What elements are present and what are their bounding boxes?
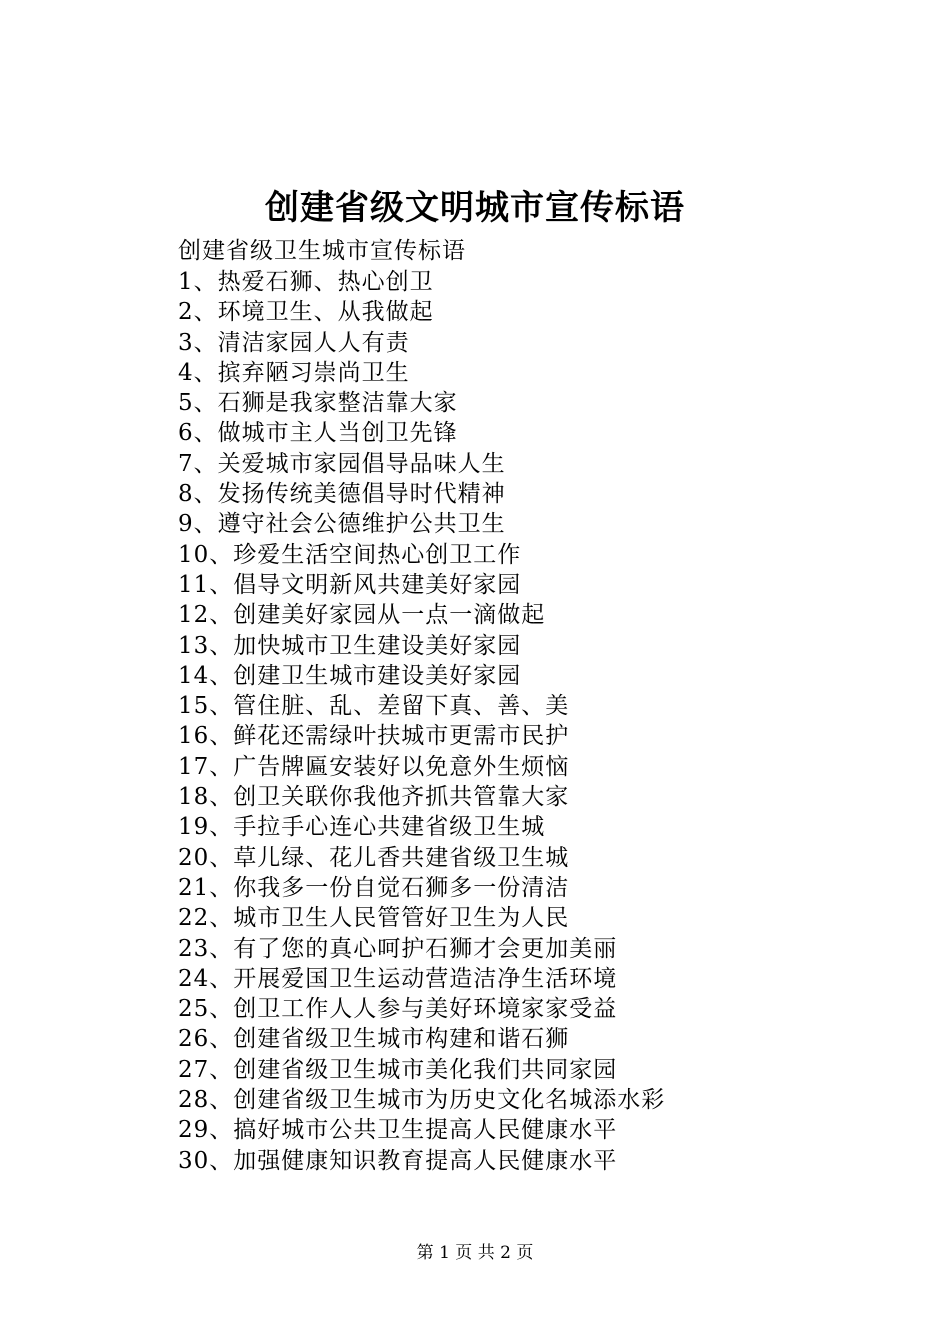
list-item: 17、广告牌匾安装好以免意外生烦恼	[178, 753, 570, 780]
list-item: 5、石狮是我家整洁靠大家	[178, 390, 458, 417]
list-item: 18、创卫关联你我他齐抓共管靠大家	[178, 784, 570, 811]
list-item: 14、创建卫生城市建设美好家园	[178, 662, 522, 689]
list-item: 11、倡导文明新风共建美好家园	[178, 571, 522, 598]
list-item: 27、创建省级卫生城市美化我们共同家园	[178, 1056, 618, 1083]
list-item: 16、鲜花还需绿叶扶城市更需市民护	[178, 723, 570, 750]
list-item: 28、创建省级卫生城市为历史文化名城添水彩	[178, 1087, 666, 1114]
list-item: 19、手拉手心连心共建省级卫生城	[178, 814, 546, 841]
list-item: 4、摈弃陋习崇尚卫生	[178, 359, 410, 386]
list-item: 15、管住脏、乱、差留下真、善、美	[178, 693, 570, 720]
list-item: 25、创卫工作人人参与美好环境家家受益	[178, 996, 618, 1023]
list-item: 30、加强健康知识教育提高人民健康水平	[178, 1147, 618, 1174]
list-item: 12、创建美好家园从一点一滴做起	[178, 602, 546, 629]
document-title: 创建省级文明城市宣传标语	[265, 188, 685, 228]
list-item: 20、草儿绿、花儿香共建省级卫生城	[178, 844, 570, 871]
document-subtitle: 创建省级卫生城市宣传标语	[178, 238, 466, 264]
list-item: 2、环境卫生、从我做起	[178, 299, 434, 326]
list-item: 3、清洁家园人人有责	[178, 329, 410, 356]
list-item: 13、加快城市卫生建设美好家园	[178, 632, 522, 659]
list-item: 10、珍爱生活空间热心创卫工作	[178, 541, 522, 568]
page-footer: 第 1 页 共 2 页	[416, 1243, 534, 1263]
list-item: 24、开展爱国卫生运动营造洁净生活环境	[178, 965, 618, 992]
list-item: 6、做城市主人当创卫先锋	[178, 420, 458, 447]
list-item: 9、遵守社会公德维护公共卫生	[178, 511, 506, 538]
list-item: 1、热爱石狮、热心创卫	[178, 269, 434, 295]
list-item: 26、创建省级卫生城市构建和谐石狮	[178, 1026, 570, 1053]
list-item: 22、城市卫生人民管管好卫生为人民	[178, 905, 570, 932]
list-item: 8、发扬传统美德倡导时代精神	[178, 481, 506, 508]
slogan-list	[178, 267, 665, 1176]
list-item: 23、有了您的真心呵护石狮才会更加美丽	[178, 935, 618, 962]
list-item: 7、关爱城市家园倡导品味人生	[178, 450, 506, 477]
list-item: 29、搞好城市公共卫生提高人民健康水平	[178, 1117, 618, 1144]
list-item: 21、你我多一份自觉石狮多一份清洁	[178, 874, 570, 901]
